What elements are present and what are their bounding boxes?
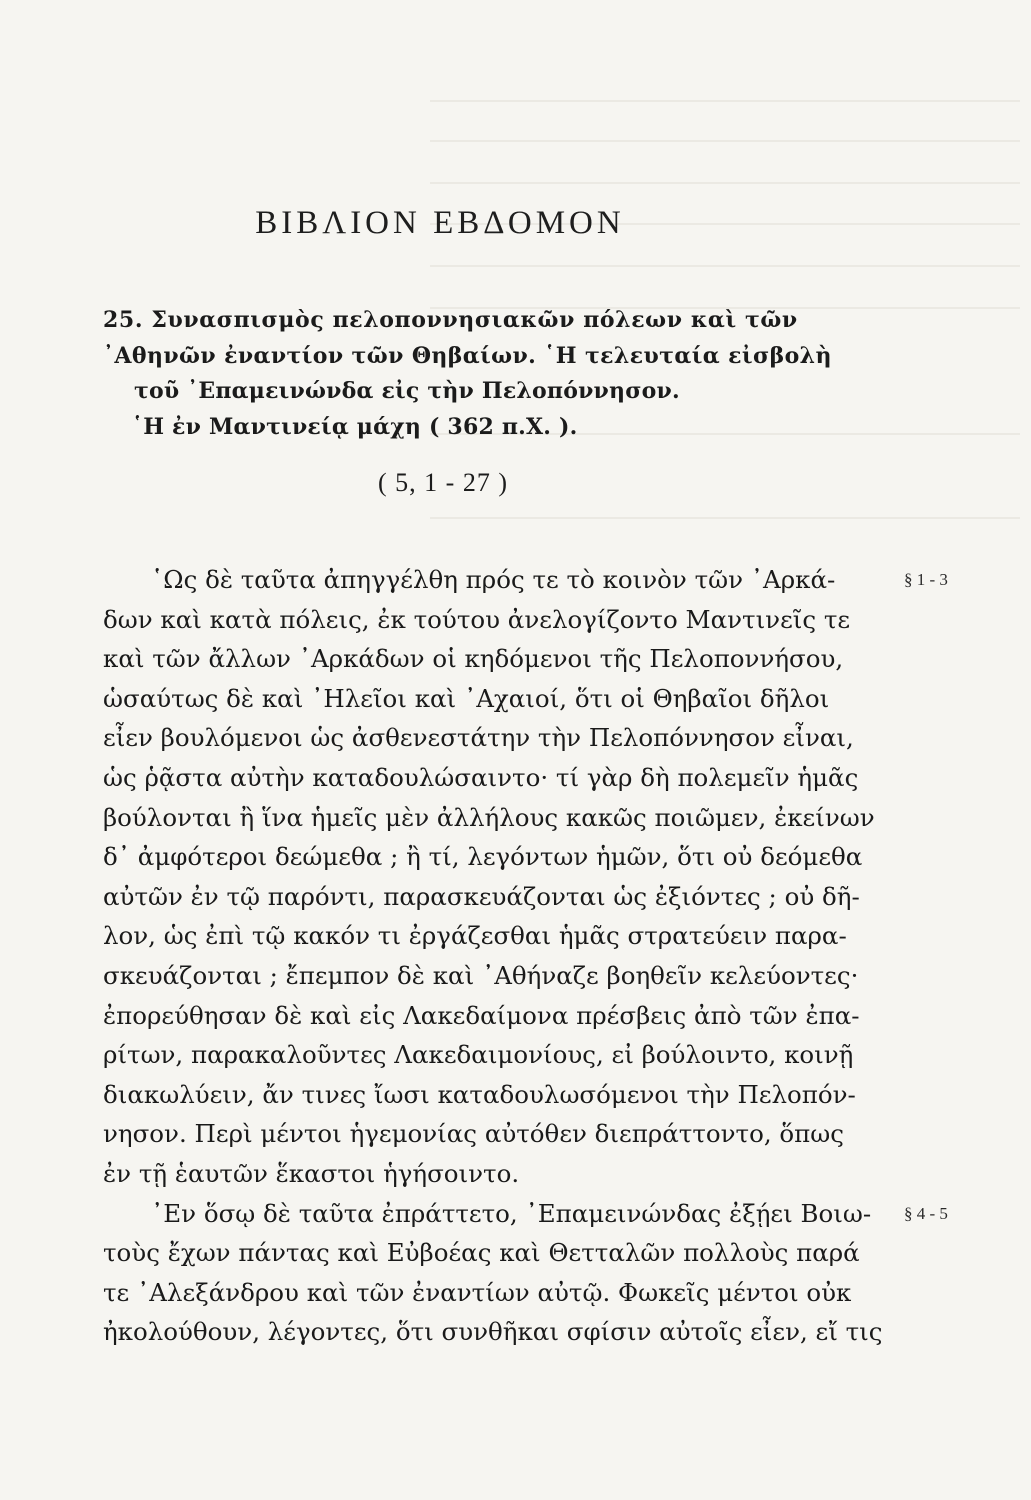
text-line: δων καὶ κατὰ πόλεις, ἐκ τούτου ἀνελογίζοντο Μαντινεῖς τε (103, 604, 851, 634)
source-reference: ( 5, 1 - 27 ) (378, 468, 508, 497)
text-line: λον, ὡς ἐπὶ τῷ κακόν τι ἐργάζεσθαι ἡμᾶς στρατεύειν παρα- (103, 921, 847, 951)
text-line: νησον. Περὶ μέντοι ἡγεμονίας αὐτόθεν διεπράττοντο, ὅπως (103, 1119, 844, 1149)
text-line: ἐν τῇ ἑαυτῶν ἕκαστοι ἡγήσοιντο. (103, 1158, 520, 1188)
text-line: ρίτων, παρακαλοῦντες Λακεδαιμονίους, εἰ βούλοιντο, κοινῇ (103, 1040, 854, 1070)
show-through-line (430, 100, 1020, 102)
text-line: βούλονται ἢ ἵνα ἡμεῖς μὲν ἀλλήλους κακῶς ποιῶμεν, ἐκείνων (103, 802, 875, 832)
text-line: εἶεν βουλόμενοι ὡς ἀσθενεστάτην τὴν Πελοπόννησον εἶναι, (103, 723, 854, 753)
text-line: ᾿Εν ὅσῳ δὲ ταῦτα ἐπράττετο, ᾿Επαμεινώνδας ἐξῄει Βοιω- (151, 1198, 872, 1228)
chapter-heading (103, 303, 843, 445)
margin-section-note: § 4 - 5 (904, 1204, 948, 1223)
book-title: ΒΙΒΛΙΟΝ ΕΒΔΟΜΟΝ (255, 205, 625, 241)
show-through-line (430, 265, 1020, 267)
text-line: σκευάζονται ; ἔπεμπον δὲ καὶ ᾿Αθήναζε βοηθεῖν κελεύοντες· (103, 960, 859, 990)
body-text (103, 560, 883, 1352)
show-through-line (430, 517, 1020, 519)
chapter-heading-line: 25. Συνασπισμὸς πελοποννησιακῶν πόλεων καὶ τῶν (103, 307, 798, 333)
text-line: ῾Ως δὲ ταῦτα ἀπηγγέλθη πρός τε τὸ κοινὸν τῶν ᾿Αρκά- (151, 565, 836, 594)
text-line: ὡς ῥᾷστα αὐτὴν καταδουλώσαιντο· τί γὰρ δὴ πολεμεῖν ἡμᾶς (103, 762, 859, 792)
text-line: δ᾿ ἀμφότεροι δεώμεθα ; ἢ τί, λεγόντων ἡμῶν, ὅτι οὐ δεόμεθα (103, 842, 863, 872)
text-line: διακωλύειν, ἄν τινες ἴωσι καταδουλωσόμενοι τὴν Πελοπόν- (103, 1079, 856, 1109)
chapter-heading-line: τοῦ ᾿Επαμεινώνδα εἰς τὴν Πελοπόννησον. (134, 378, 680, 404)
show-through-line (430, 182, 1020, 184)
chapter-heading-line: ᾿Αθηνῶν ἐναντίον τῶν Θηβαίων. ῾Η τελευταία εἰσβολὴ (103, 342, 832, 369)
show-through-line (430, 140, 1020, 142)
margin-section-note: § 1 - 3 (904, 570, 948, 589)
text-line: τοὺς ἔχων πάντας καὶ Εὐβοέας καὶ Θετταλῶν πολλοὺς παρά (103, 1238, 860, 1268)
text-line: καὶ τῶν ἄλλων ᾿Αρκάδων οἱ κηδόμενοι τῆς Πελοποννήσου, (103, 644, 844, 674)
chapter-heading-line: ῾Η ἐν Μαντινείᾳ μάχη ( 362 π.Χ. ). (132, 413, 578, 440)
text-line: ἠκολούθουν, λέγοντες, ὅτι συνθῆκαι σφίσιν αὐτοῖς εἶεν, εἴ τις (103, 1317, 883, 1347)
text-line: ἐπορεύθησαν δὲ καὶ εἰς Λακεδαίμονα πρέσβεις ἀπὸ τῶν ἐπα- (103, 1000, 860, 1030)
text-line: αὐτῶν ἐν τῷ παρόντι, παρασκευάζονται ὡς ἐξιόντες ; οὐ δῆ- (103, 881, 860, 911)
text-line: ὡσαύτως δὲ καὶ ᾿Ηλεῖοι καὶ ᾿Αχαιοί, ὅτι οἱ Θηβαῖοι δῆλοι (103, 683, 830, 713)
text-line: τε ᾿Αλεξάνδρου καὶ τῶν ἐναντίων αὐτῷ. Φωκεῖς μέντοι οὐκ (103, 1277, 852, 1307)
